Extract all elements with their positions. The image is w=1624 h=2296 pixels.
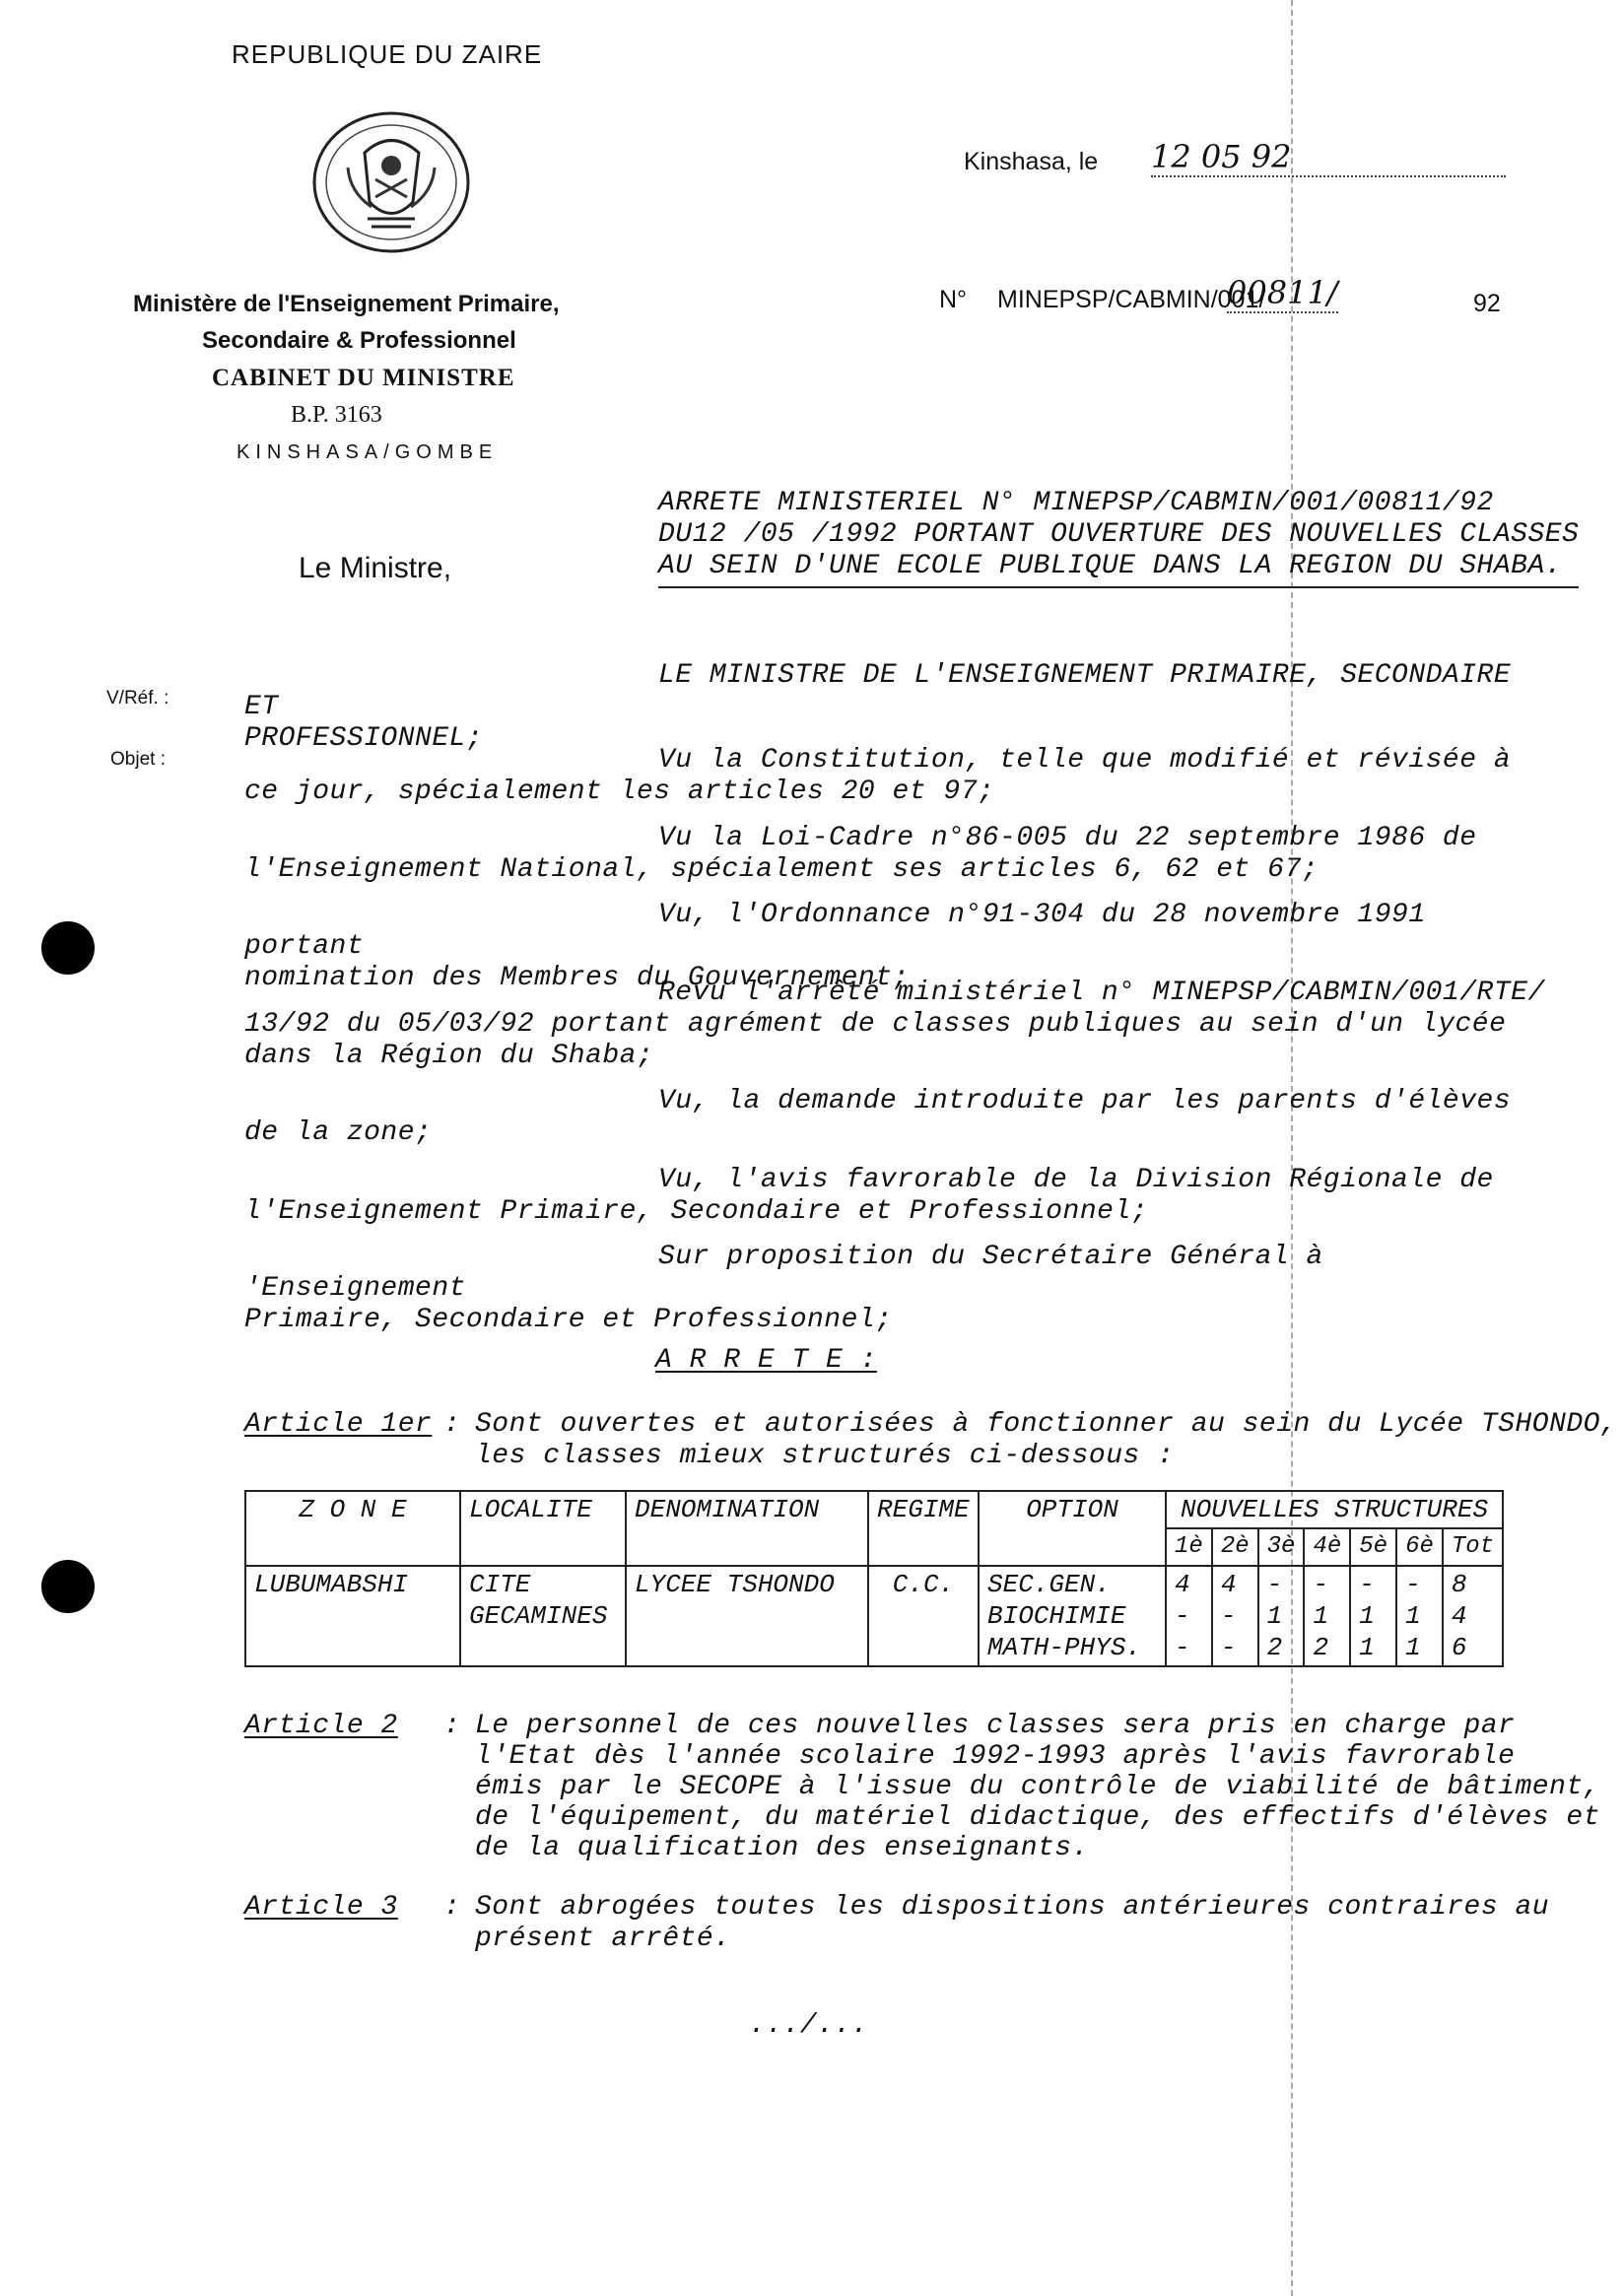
level-header: 5è — [1350, 1528, 1396, 1566]
cell-zone: LUBUMABSHI — [245, 1566, 460, 1666]
article2-line4: de l'équipement, du matériel didactique, des effectifs d'élèves et — [475, 1802, 1600, 1833]
cell-denomination: LYCEE TSHONDO — [626, 1566, 868, 1666]
ministry-name-line2: Secondaire & Professionnel — [202, 327, 516, 354]
handwritten-date: 12 05 92 — [1151, 138, 1506, 177]
vu4-a: Revu l'arrêté ministériel n° MINEPSP/CABMIN/001/RTE/ — [658, 978, 1545, 1008]
col-header-denomination: DENOMINATION — [626, 1491, 868, 1566]
decree-title-line3: AU SEIN D'UNE ECOLE PUBLIQUE DANS LA REGION DU SHABA. — [658, 551, 1563, 581]
vu5-a: Vu, la demande introduite par les parents d'élèves — [658, 1086, 1512, 1116]
vref-label: V/Réf. : — [106, 688, 169, 709]
article2-line3: émis par le SECOPE à l'issue du contrôle de viabilité de bâtiment, — [475, 1772, 1600, 1802]
minister-heading: Le Ministre, — [299, 552, 452, 584]
value: - — [1220, 1633, 1237, 1662]
table-header-row — [245, 1491, 1503, 1528]
level-header: 6è — [1396, 1528, 1443, 1566]
col-header-option: OPTION — [979, 1491, 1166, 1566]
value: 1 — [1266, 1601, 1283, 1631]
city-label: KINSHASA/GOMBE — [237, 441, 499, 463]
table-row — [245, 1566, 1503, 1666]
value: - — [1313, 1570, 1329, 1599]
value: 4 — [1451, 1601, 1467, 1631]
article2-sep: : — [443, 1711, 461, 1741]
reference-code: MINEPSP/CABMIN/001/ — [997, 286, 1266, 313]
vu4-c: dans la Région du Shaba; — [244, 1041, 654, 1071]
handwritten-reference-number: 00811/ — [1227, 274, 1338, 311]
option-name: BIOCHIMIE — [987, 1601, 1126, 1631]
continuation-mark: .../... — [749, 2010, 869, 2041]
vu-demande — [244, 1086, 1555, 1149]
cell-level-2 — [1212, 1566, 1258, 1666]
coat-of-arms-seal — [310, 108, 473, 256]
article1-label: Article 1er — [244, 1409, 433, 1440]
postal-box: B.P. 3163 — [291, 402, 382, 428]
value: 1 — [1359, 1633, 1375, 1662]
level-header: Tot — [1443, 1528, 1503, 1566]
sur-proposition — [244, 1242, 1555, 1336]
structures-table — [244, 1490, 1504, 1667]
vu7-b: Primaire, Secondaire et Professionnel; — [244, 1305, 893, 1335]
vu2-b: l'Enseignement National, spécialement ses articles 6, 62 et 67; — [244, 854, 1320, 885]
article3-sep: : — [443, 1892, 461, 1923]
value: 2 — [1313, 1633, 1329, 1662]
article2-line5: de la qualification des enseignants. — [475, 1833, 1089, 1863]
level-header: 1è — [1166, 1528, 1212, 1566]
cell-regime: C.C. — [868, 1566, 979, 1666]
level-header: 3è — [1258, 1528, 1305, 1566]
value: 1 — [1405, 1633, 1421, 1662]
level-header: 2è — [1212, 1528, 1258, 1566]
article2-line1: Le personnel de ces nouvelles classes sera pris en charge par — [475, 1711, 1516, 1741]
vu4-b: 13/92 du 05/03/92 portant agrément de classes publiques au sein d'un lycée — [244, 1009, 1507, 1040]
republic-title: REPUBLIQUE DU ZAIRE — [232, 39, 543, 69]
value: - — [1175, 1601, 1190, 1631]
level-header: 4è — [1304, 1528, 1350, 1566]
value: 4 — [1175, 1570, 1190, 1599]
value: 6 — [1451, 1633, 1467, 1662]
col-header-nouvelles-structures: NOUVELLES STRUCTURES — [1166, 1491, 1503, 1528]
cell-total — [1443, 1566, 1503, 1666]
vu-constitution — [244, 745, 1555, 808]
value: - — [1220, 1601, 1237, 1631]
vu5-b: de la zone; — [244, 1117, 433, 1148]
col-header-zone: Z O N E — [245, 1491, 460, 1566]
decree-title-line2: DU12 /05 /1992 PORTANT OUVERTURE DES NOUVELLES CLASSES — [658, 519, 1580, 550]
preamble-opening-b: PROFESSIONNEL; — [244, 723, 484, 754]
decree-title-line1: ARRETE MINISTERIEL N° MINEPSP/CABMIN/001/00811/92 — [658, 488, 1494, 518]
vu1-b: ce jour, spécialement les articles 20 et 97; — [244, 777, 995, 807]
option-name: MATH-PHYS. — [987, 1633, 1142, 1662]
dateline-place: Kinshasa, le — [964, 148, 1099, 175]
reference-label: N° — [939, 286, 968, 313]
objet-label: Objet : — [110, 749, 166, 770]
punch-hole-bottom — [41, 1560, 95, 1613]
cell-localite-1: CITE — [469, 1570, 531, 1599]
article2-line2: l'Etat dès l'année scolaire 1992-1993 après l'avis favrorable — [475, 1741, 1516, 1772]
cell-localite-2: GECAMINES — [469, 1601, 608, 1631]
article1-line2: les classes mieux structurés ci-dessous : — [475, 1441, 1175, 1471]
arrete-heading: A R R E T E : — [655, 1345, 877, 1376]
cell-options — [979, 1566, 1166, 1666]
cell-level-1 — [1166, 1566, 1212, 1666]
vu7-a: Sur proposition du Secrétaire Général à 'Enseignement — [244, 1242, 1323, 1304]
article2-label: Article 2 — [244, 1711, 398, 1741]
vu3-b: nomination des Membres du Gouvernement; — [244, 963, 910, 993]
article1-sep: : — [443, 1409, 461, 1440]
cell-level-6 — [1396, 1566, 1443, 1666]
ministry-name-line1: Ministère de l'Enseignement Primaire, — [133, 291, 560, 317]
vu6-b: l'Enseignement Primaire, Secondaire et Professionnel; — [244, 1196, 1149, 1227]
col-header-regime: REGIME — [868, 1491, 979, 1566]
article1-line1: Sont ouvertes et autorisées à fonctionner au sein du Lycée TSHONDO, — [475, 1409, 1618, 1440]
article3-label: Article 3 — [244, 1892, 398, 1923]
value: - — [1175, 1633, 1190, 1662]
vu2-a: Vu la Loi-Cadre n°86-005 du 22 septembre 1986 de — [658, 823, 1477, 853]
vu3-a: Vu, l'Ordonnance n°91-304 du 28 novembre 1991 portant — [244, 900, 1426, 962]
value: 2 — [1266, 1633, 1283, 1662]
decree-title — [658, 488, 1579, 588]
value: - — [1405, 1570, 1421, 1599]
value: 1 — [1405, 1601, 1421, 1631]
cell-level-3 — [1258, 1566, 1305, 1666]
preamble-opening — [244, 660, 1555, 755]
article3-text — [475, 1892, 1549, 1955]
article3-line1: Sont abrogées toutes les dispositions antérieures contraires au — [475, 1892, 1550, 1923]
vu-loi-cadre — [244, 823, 1555, 886]
cabinet-label: CABINET DU MINISTRE — [212, 365, 515, 391]
value: 8 — [1451, 1570, 1467, 1599]
cell-level-4 — [1304, 1566, 1350, 1666]
value: 1 — [1359, 1601, 1375, 1631]
value: - — [1266, 1570, 1283, 1599]
option-name: SEC.GEN. — [987, 1570, 1111, 1599]
cell-level-5 — [1350, 1566, 1396, 1666]
vu-avis — [244, 1165, 1555, 1228]
revu-arrete — [244, 978, 1555, 1072]
value: 4 — [1220, 1570, 1237, 1599]
reference-year: 92 — [1473, 290, 1501, 317]
punch-hole-top — [41, 921, 95, 975]
value: 1 — [1313, 1601, 1329, 1631]
preamble-opening-a: LE MINISTRE DE L'ENSEIGNEMENT PRIMAIRE, SECONDAIRE ET — [244, 660, 1512, 722]
col-header-localite: LOCALITE — [460, 1491, 626, 1566]
vu1-a: Vu la Constitution, telle que modifié et révisée à — [658, 745, 1512, 776]
article3-line2: présent arrêté. — [475, 1924, 731, 1954]
cell-localite — [460, 1566, 626, 1666]
value: - — [1359, 1570, 1375, 1599]
article2-text — [475, 1711, 1600, 1863]
vu6-a: Vu, l'avis favrorable de la Division Régionale de — [658, 1165, 1494, 1195]
